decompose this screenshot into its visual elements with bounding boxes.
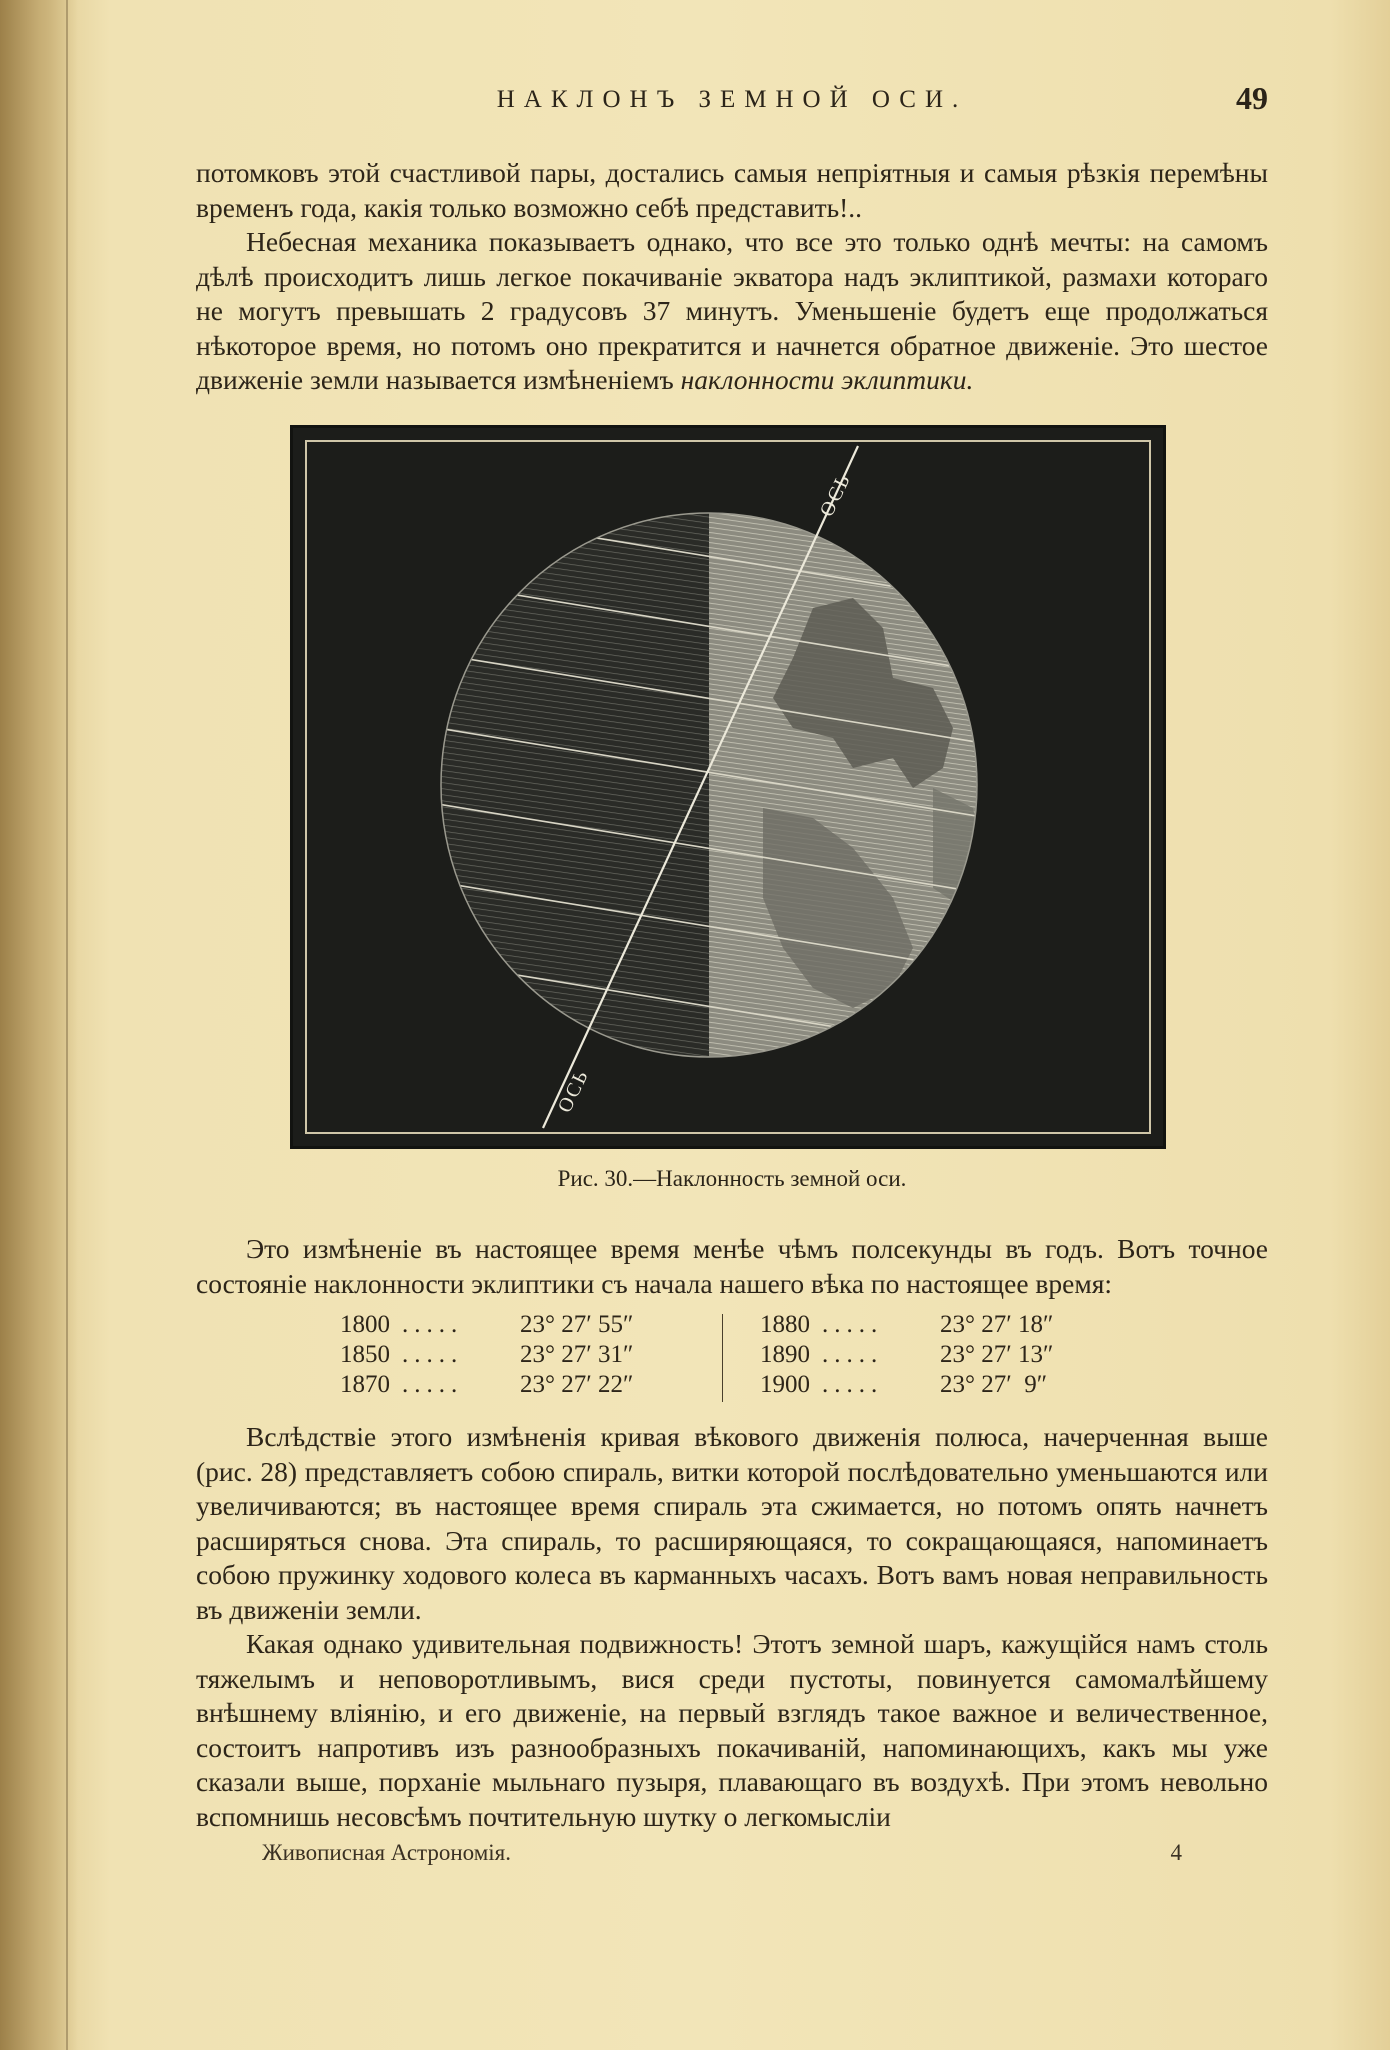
table-leader: .....	[402, 1311, 464, 1338]
table-row	[760, 1340, 1120, 1370]
table-leader: .....	[822, 1371, 884, 1398]
text-block-top	[196, 156, 1268, 398]
table-value: 23° 27′ 31″	[520, 1341, 634, 1368]
footer-signature-mark: 4	[1170, 1840, 1182, 1865]
text-block-middle	[196, 1232, 1268, 1301]
table-year: 1890	[760, 1341, 810, 1368]
page-number: 49	[1236, 80, 1268, 116]
table-row	[340, 1340, 700, 1370]
running-head: НАКЛОНЪ ЗЕМНОЙ ОСИ.	[496, 86, 968, 113]
table-leader: .....	[822, 1341, 884, 1368]
table-row	[340, 1310, 700, 1340]
table-column-left	[340, 1310, 700, 1400]
table-row	[340, 1370, 700, 1400]
paragraph: Какая однако удивительная подвижность! Этотъ земной шаръ, кажущійся намъ столь тяжелымъ и неповоротливымъ, вися среди пустоты, повинуется самомалѣйшему внѣшнему вліянію, и его движеніе, на первый взглядъ такое важное и величественное, состоитъ напротивъ изъ разнообразныхъ покачиваній, напоминающихъ, какъ мы уже сказали выше, порханіе мыльнаго пузыря, плавающаго въ воздухѣ. При этомъ невольно вспомнишь несовсѣмъ почтительную шутку о легкомысліи	[196, 1628, 1268, 1832]
axis-label-top: ОСЬ	[815, 469, 856, 521]
emphasis-term: наклонности эклиптики.	[680, 364, 974, 395]
table-year: 1870	[340, 1371, 390, 1398]
binding-crease	[66, 0, 68, 2050]
paragraph	[196, 225, 1268, 398]
page-header	[196, 80, 1268, 126]
table-value: 23° 27′ 22″	[520, 1371, 634, 1398]
table-year: 1850	[340, 1341, 390, 1368]
paragraph: Вслѣдствіе этого измѣненія кривая вѣкового движенія полюса, начерченная выше (рис. 28) представляетъ собою спираль, витки которой послѣдовательно уменьшаются или увеличиваются; въ настоящее время спираль эта сжимается, но потомъ опять начнетъ расширяться снова. Эта спираль, то расширяющаяся, то сокращающаяся, напоминаетъ собою пружинку ходового колеса въ карманныхъ часахъ. Вотъ вамъ новая неправильность въ движеніи земли.	[196, 1421, 1268, 1625]
footer-book-title: Живописная Астрономія.	[262, 1840, 512, 1865]
table-row	[760, 1310, 1120, 1340]
earth-illustration	[293, 428, 1163, 1146]
table-value: 23° 27′ 55″	[520, 1311, 634, 1338]
table-value: 23° 27′ 18″	[940, 1311, 1054, 1338]
table-column-right	[760, 1310, 1120, 1400]
paragraph: Это измѣненіе въ настоящее время менѣе чѣмъ полсекунды въ годъ. Вотъ точное состояніе наклонности эклиптики съ начала нашего вѣка по настоящее время:	[196, 1233, 1268, 1299]
paragraph-text: Небесная механика показываетъ однако, что все это только однѣ мечты: на самомъ дѣлѣ происходитъ лишь легкое покачиваніе экватора надъ эклиптикой, размахи котораго не могутъ превышать 2 градусовъ 37 минутъ. Уменьшеніе будетъ еще продолжаться нѣкоторое время, но потомъ оно прекратится и начнется обратное движеніе. Это шестое движеніе земли называется измѣненіемъ	[196, 226, 1268, 395]
table-year: 1800	[340, 1311, 390, 1338]
figure-earth-axis	[290, 425, 1166, 1149]
axis-label-bottom: ОСЬ	[553, 1065, 594, 1117]
table-divider	[722, 1314, 723, 1402]
table-year: 1900	[760, 1371, 810, 1398]
text-block-bottom	[196, 1420, 1268, 1834]
table-leader: .....	[822, 1311, 884, 1338]
table-leader: .....	[402, 1341, 464, 1368]
table-year: 1880	[760, 1311, 810, 1338]
obliquity-table	[340, 1310, 1100, 1406]
figure-caption: Рис. 30.—Наклонность земной оси.	[557, 1166, 907, 1191]
table-value: 23° 27′ 13″	[940, 1341, 1054, 1368]
paragraph: потомковъ этой счастливой пары, достались самыя непріятныя и самыя рѣзкія перемѣны временъ года, какія только возможно себѣ представить!..	[196, 157, 1268, 223]
table-leader: .....	[402, 1371, 464, 1398]
table-row	[760, 1370, 1120, 1400]
table-value: 23° 27′ 9″	[940, 1371, 1048, 1398]
